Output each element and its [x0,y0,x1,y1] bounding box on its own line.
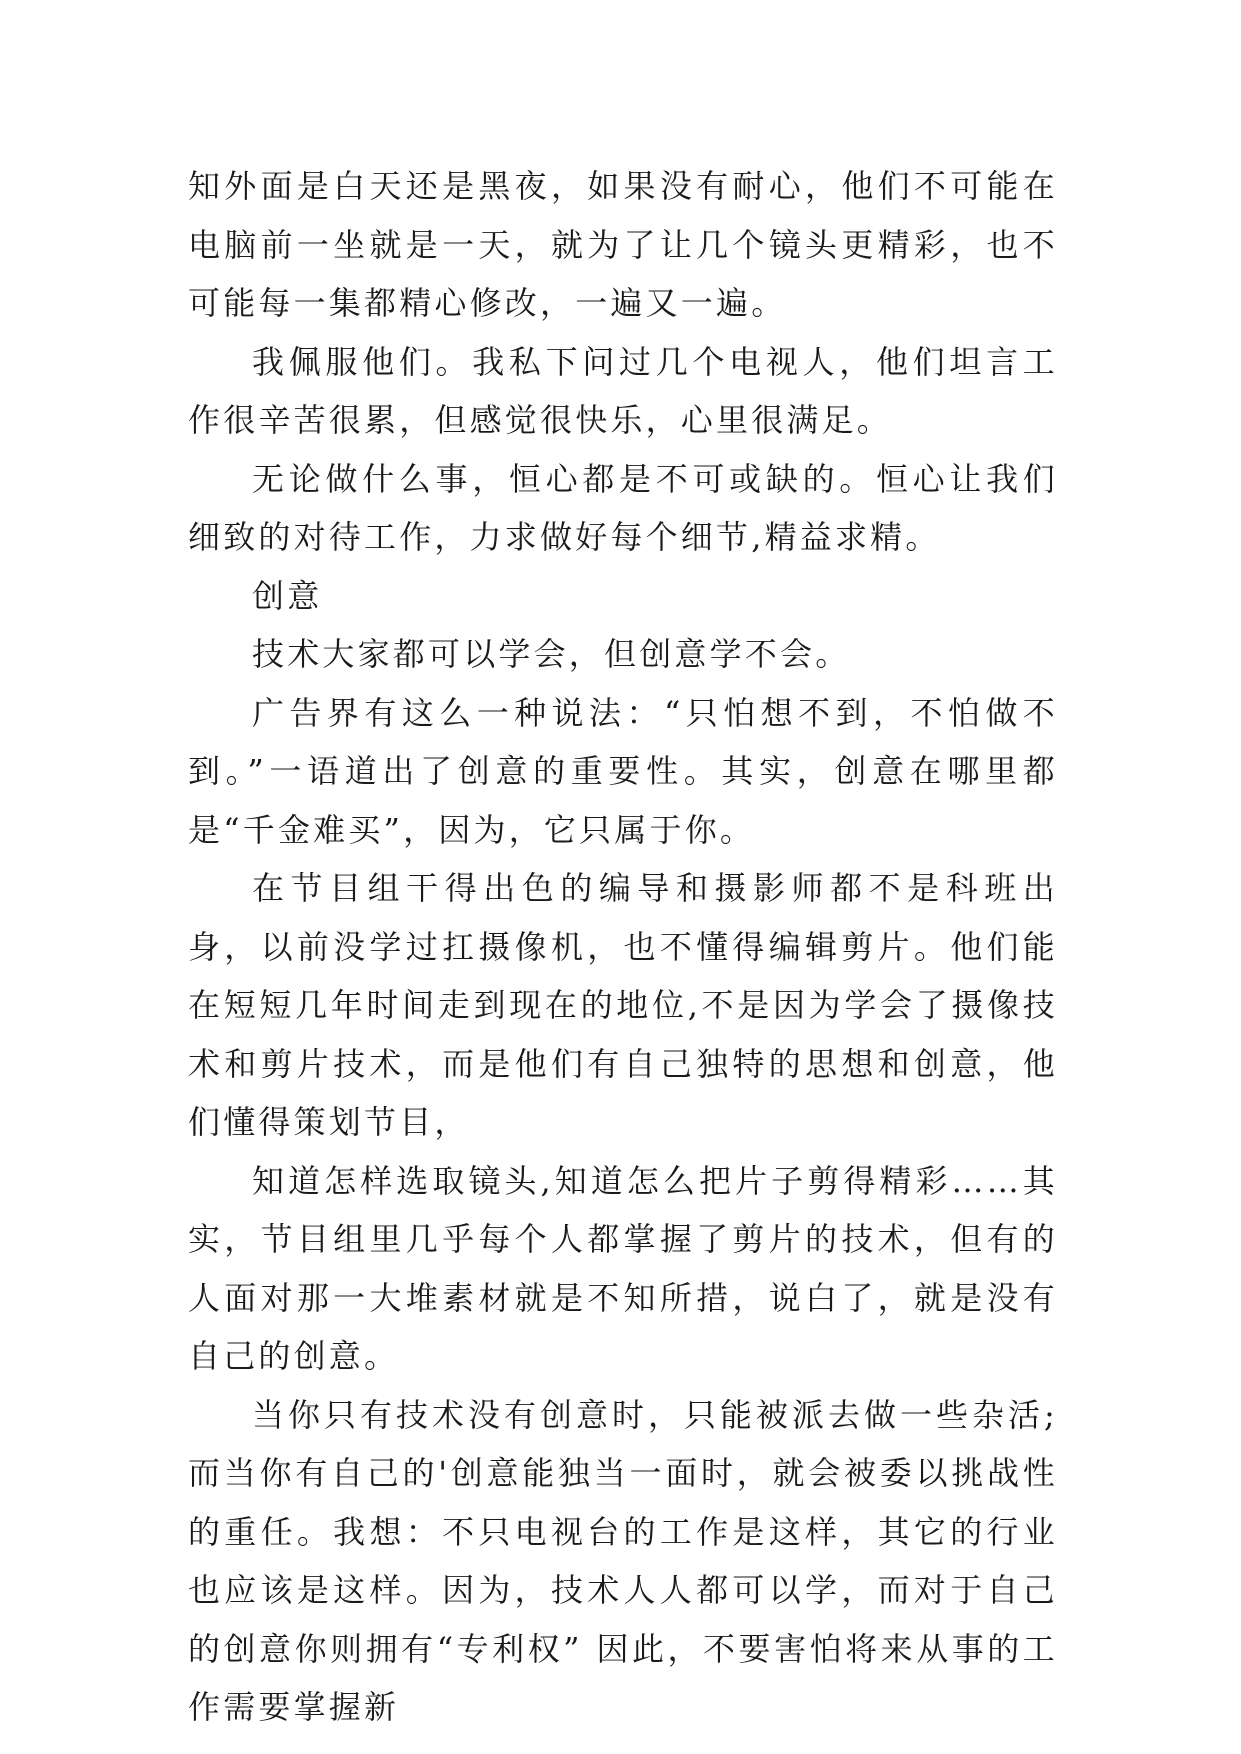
paragraph: 广告界有这么一种说法：“只怕想不到，不怕做不到。”一语道出了创意的重要性。其实，创意在哪里都是“千金难买”，因为，它只属于你。 [188,693,1058,849]
paragraph: 在节目组干得出色的编导和摄影师都不是科班出身，以前没学过扛摄像机，也不懂得编辑剪片。他们能在短短几年时间走到现在的地位,不是因为学会了摄像技术和剪片技术，而是他们有自己独特的思想和创意，他们懂得策划节目， [188,869,1058,1141]
paragraph: 无论做什么事，恒心都是不可或缺的。恒心让我们细致的对待工作，力求做好每个细节,精益求精。 [188,459,1058,556]
section-heading: 创意 [252,576,323,615]
paragraph: 技术大家都可以学会，但创意学不会。 [252,635,851,673]
paragraph: 当你只有技术没有创意时，只能被派去做一些杂活;而当你有自己的'创意能独当一面时，就会被委以挑战性的重任。我想：不只电视台的工作是这样，其它的行业也应该是这样。因为，技术人人都可以学，而对于自己的创意你则拥有“专利权” 因此，不要害怕将来从事的工作需要掌握新 [188,1395,1058,1726]
paragraph-continued: 知外面是白天还是黑夜，如果没有耐心，他们不可能在电脑前一坐就是一天，就为了让几个镜头更精彩，也不可能每一集都精心修改，一遍又一遍。 [188,167,1058,322]
paragraph: 我佩服他们。我私下问过几个电视人，他们坦言工作很辛苦很累，但感觉很快乐，心里很满足。 [188,342,1058,439]
document-body [188,157,1058,1737]
paragraph: 知道怎样选取镜头,知道怎么把片子剪得精彩……其实，节目组里几乎每个人都掌握了剪片的技术，但有的人面对那一大堆素材就是不知所措，说白了，就是没有自己的创意。 [188,1161,1058,1375]
